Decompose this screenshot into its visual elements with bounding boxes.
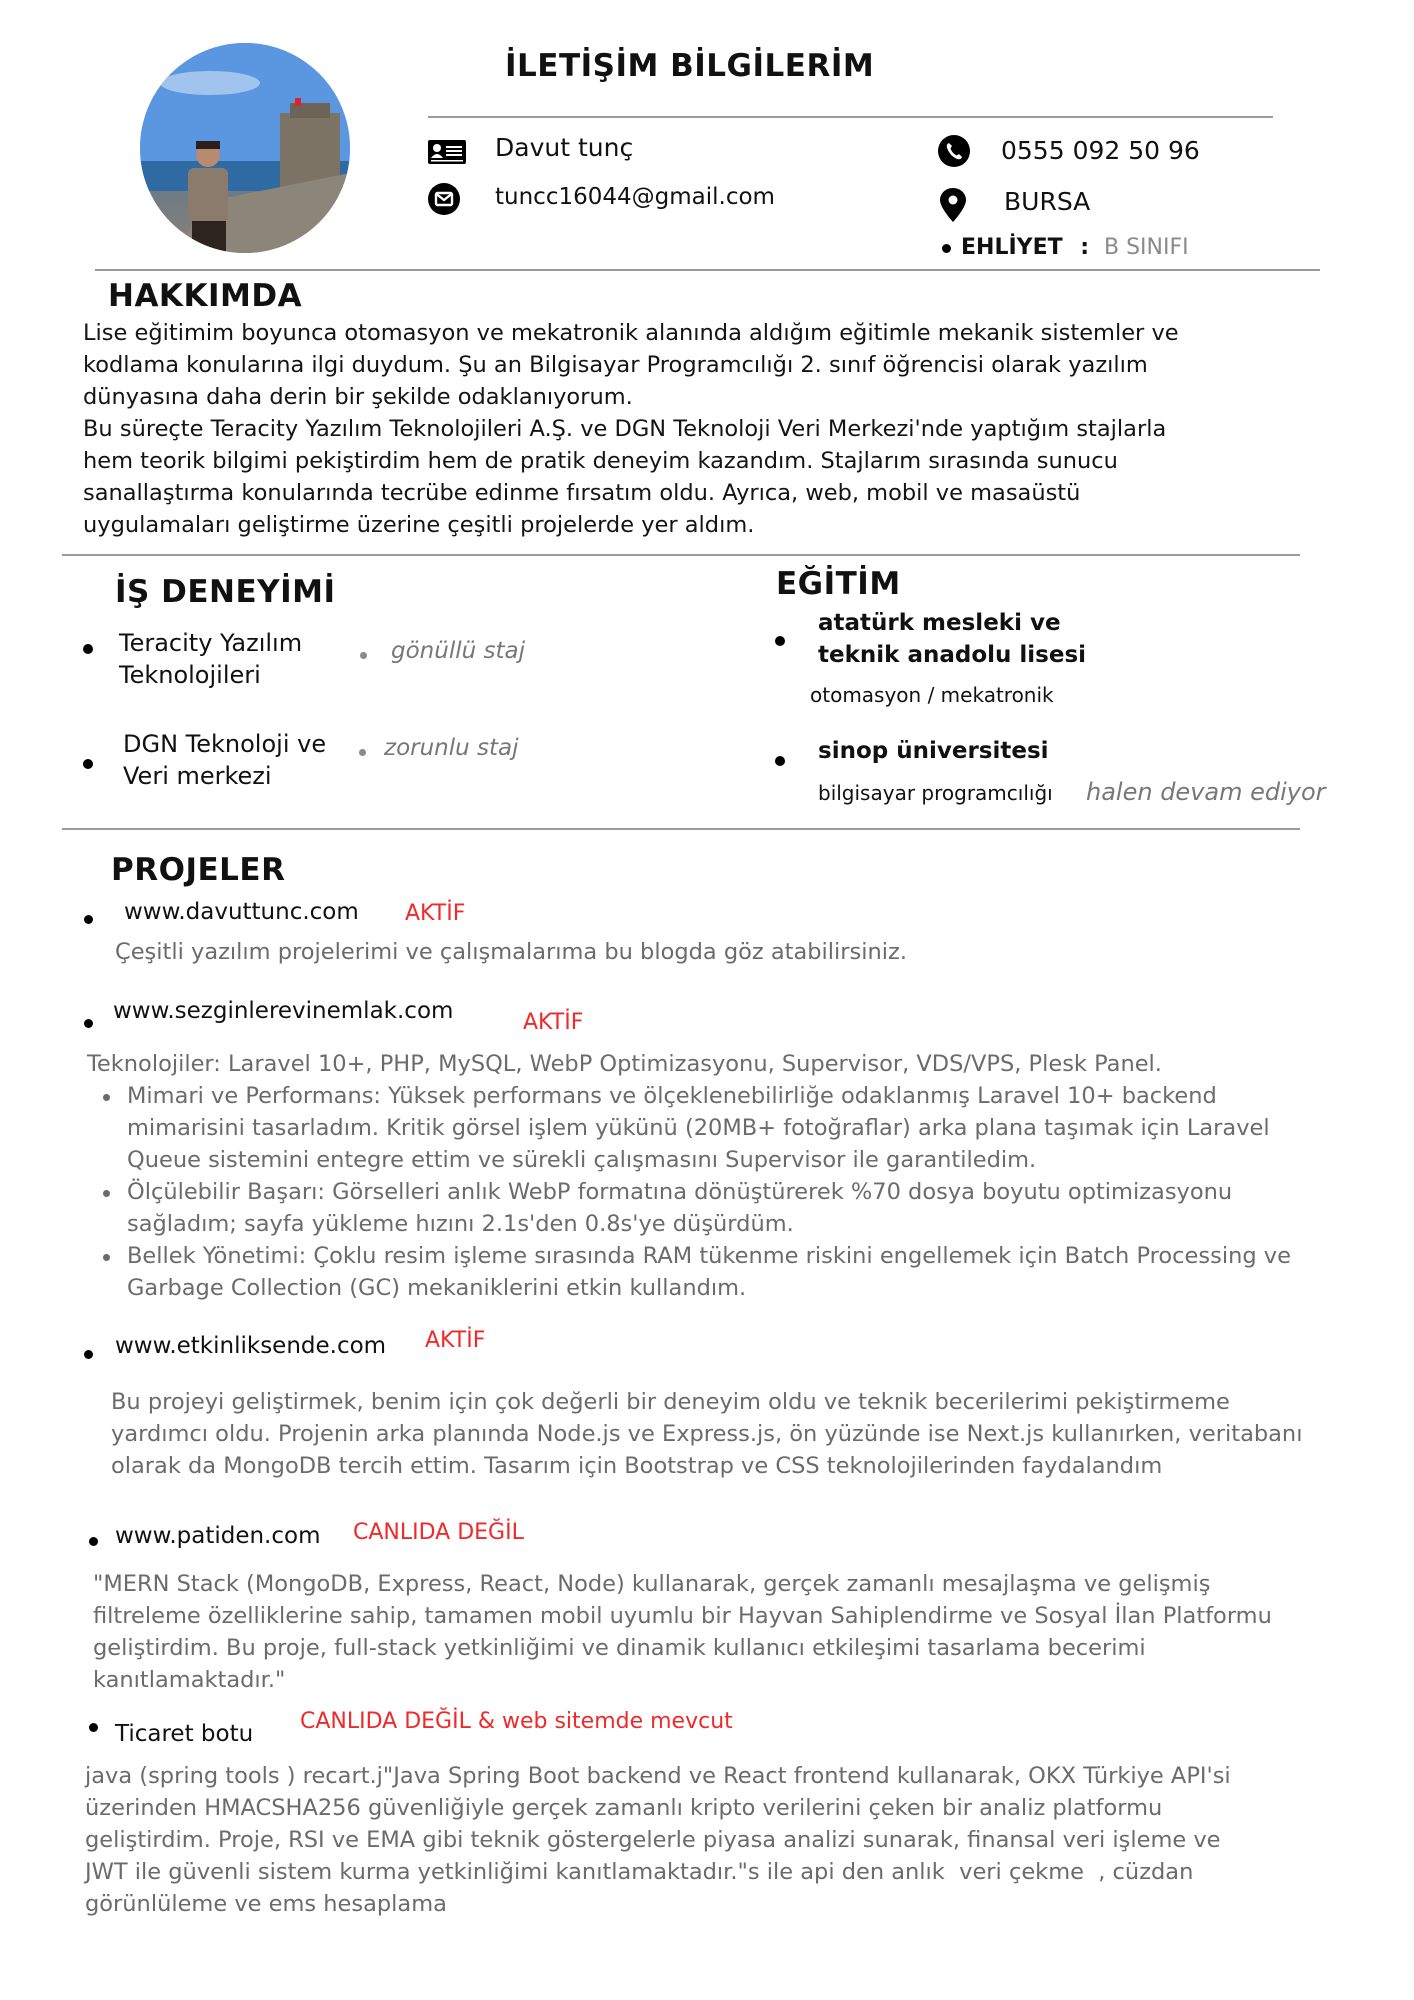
education-title: EĞİTİM bbox=[776, 566, 901, 602]
highlight-line: Garbage Collection (GC) mekaniklerini etkin kullandım. bbox=[127, 1275, 747, 1301]
project-link[interactable]: www.patiden.com bbox=[115, 1523, 321, 1549]
experience-company bbox=[123, 728, 326, 792]
license-label bbox=[961, 235, 1089, 260]
experience-divider bbox=[62, 554, 1300, 556]
about-line: sanallaştırma konularında tecrübe edinme fırsatım oldu. Ayrıca, web, mobil ve masaüstü bbox=[83, 480, 1081, 506]
about-title: HAKKIMDA bbox=[108, 278, 303, 314]
project-link[interactable]: www.etkinliksende.com bbox=[115, 1333, 387, 1359]
experience-type-bullet bbox=[360, 652, 367, 659]
project-status-badge: CANLIDA DEĞİL & web sitemde mevcut bbox=[300, 1709, 733, 1734]
highlight-line: Mimari ve Performans: Yüksek performans ve ölçeklenebilirliğe odaklanmış Laravel 10+ backend bbox=[127, 1083, 1217, 1109]
school-status-note: halen devam ediyor bbox=[1086, 778, 1326, 806]
company-line: Teracity Yazılım bbox=[119, 629, 303, 657]
company-line: Veri merkezi bbox=[123, 762, 272, 790]
license-label-text: EHLİYET bbox=[961, 235, 1063, 260]
highlight-line: Queue sistemini entegre ettim ve sürekli çalışmasını Supervisor ile garantiledim. bbox=[127, 1147, 1037, 1173]
description-line: geliştirdim. Bu proje, full-stack yetkinliğimi ve dinamik kullanıcı etkileşimi tasarlama becerimi bbox=[93, 1635, 1146, 1661]
projects-title: PROJELER bbox=[111, 852, 286, 888]
experience-title: İŞ DENEYİMİ bbox=[115, 574, 336, 610]
school-line: teknik anadolu lisesi bbox=[818, 642, 1087, 668]
company-line: DGN Teknoloji ve bbox=[123, 730, 327, 758]
project-status-badge: CANLIDA DEĞİL bbox=[353, 1520, 524, 1545]
about-line: uygulamaları geliştirme üzerine çeşitli projelerde yer aldım. bbox=[83, 512, 755, 538]
project-description bbox=[85, 1760, 1385, 1920]
description-line: filtreleme özelliklerine sahip, tamamen mobil uyumlu bir Hayvan Sahiplendirme ve Sosyal İlan Platformu bbox=[93, 1603, 1272, 1629]
project-title: Ticaret botu bbox=[115, 1721, 254, 1747]
description-line: üzerinden HMACSHA256 güvenliğiyle gerçek zamanlı kripto verilerini çeken bir analiz platformu bbox=[85, 1795, 1163, 1821]
description-line: kanıtlamaktadır." bbox=[93, 1667, 286, 1693]
project-description bbox=[111, 1386, 1401, 1482]
project-tech-stack: Teknolojiler: Laravel 10+, PHP, MySQL, WebP Optimizasyonu, Supervisor, VDS/VPS, Plesk Panel. bbox=[87, 1051, 1162, 1077]
highlight-line: sağladım; sayfa yükleme hızını 2.1s'den 0.8s'ye düşürdüm. bbox=[127, 1211, 794, 1237]
highlight-line: Ölçülebilir Başarı: Görselleri anlık WebP formatına dönüştürerek %70 dosya boyutu optimizasyonu bbox=[127, 1179, 1233, 1205]
email-link[interactable]: tuncc16044@gmail.com bbox=[495, 184, 775, 210]
experience-type: gönüllü staj bbox=[391, 638, 525, 664]
description-line: geliştirdim. Proje, RSI ve EMA gibi teknik göstergelerle piyasa analizi sunarak, finansal veri işleme ve bbox=[85, 1827, 1221, 1853]
company-line: Teknolojileri bbox=[119, 661, 261, 689]
about-line: Lise eğitimim boyunca otomasyon ve mekatronik alanında aldığım eğitimle mekanik sistemler ve bbox=[83, 320, 1179, 346]
envelope-icon bbox=[428, 183, 460, 215]
project-status-badge: AKTİF bbox=[425, 1328, 486, 1353]
header-divider bbox=[428, 116, 1273, 118]
license-bullet bbox=[942, 244, 951, 253]
about-text bbox=[83, 317, 1303, 541]
school-line: atatürk mesleki ve bbox=[818, 610, 1061, 636]
description-line: görünlüleme ve ems hesaplama bbox=[85, 1891, 447, 1917]
description-line: JWT ile güvenli sistem kurma yetkinliğimi kanıtlamaktadır."s ile api den anlık veri çekme , cüzdan bbox=[85, 1859, 1194, 1885]
description-line: "MERN Stack (MongoDB, Express, React, Node) kullanarak, gerçek zamanlı mesajlaşma ve gelişmiş bbox=[93, 1571, 1211, 1597]
experience-type-bullet bbox=[359, 749, 366, 756]
project-link[interactable]: www.davuttunc.com bbox=[124, 899, 359, 925]
project-bullet bbox=[89, 1537, 98, 1546]
description-line: java (spring tools ) recart.j"Java Spring Boot backend ve React frontend kullanarak, OKX Türkiye API'si bbox=[85, 1763, 1231, 1789]
profile-photo bbox=[140, 43, 350, 253]
education-bullet bbox=[775, 636, 785, 646]
contact-section-title: İLETİŞİM BİLGİLERİM bbox=[505, 48, 875, 84]
project-bullet bbox=[84, 1350, 93, 1359]
project-details bbox=[87, 1048, 1387, 1304]
about-line: hem teorik bilgimi pekiştirdim hem de pratik deneyim kazandım. Stajlarım sırasında sunucu bbox=[83, 448, 1118, 474]
project-highlights bbox=[87, 1080, 1387, 1304]
education-bullet bbox=[775, 756, 785, 766]
phone-number[interactable]: 0555 092 50 96 bbox=[1001, 136, 1200, 165]
highlight-line: mimarisini tasarladım. Kritik görsel işlem yükünü (20MB+ fotoğraflar) arka plana taşımak için Laravel bbox=[127, 1115, 1270, 1141]
projects-divider bbox=[62, 828, 1300, 830]
project-bullet bbox=[89, 1723, 98, 1732]
experience-type: zorunlu staj bbox=[384, 735, 519, 761]
about-divider bbox=[95, 269, 1320, 271]
city: BURSA bbox=[1004, 187, 1091, 216]
project-description bbox=[93, 1568, 1393, 1696]
project-status-badge: AKTİF bbox=[523, 1010, 584, 1035]
project-bullet bbox=[84, 1019, 93, 1028]
project-bullet bbox=[84, 915, 93, 924]
about-line: Bu süreçte Teracity Yazılım Teknolojileri A.Ş. ve DGN Teknoloji Veri Merkezi'nde yaptığım stajlarla bbox=[83, 416, 1167, 442]
map-pin-icon bbox=[940, 188, 966, 222]
experience-bullet bbox=[83, 644, 93, 654]
description-line: yardımcı oldu. Projenin arka planında Node.js ve Express.js, ön yüzünde ise Next.js kullanırken, veritabanı bbox=[111, 1421, 1303, 1447]
school-department: otomasyon / mekatronik bbox=[810, 683, 1054, 707]
about-line: dünyasına daha derin bir şekilde odaklanıyorum. bbox=[83, 384, 633, 410]
phone-icon bbox=[938, 135, 970, 167]
experience-bullet bbox=[83, 759, 93, 769]
school-name: sinop üniversitesi bbox=[818, 738, 1049, 764]
highlight-item bbox=[127, 1240, 1387, 1304]
school-department: bilgisayar programcılığı bbox=[818, 781, 1053, 805]
license-separator: : bbox=[1080, 235, 1090, 260]
id-card-icon bbox=[428, 140, 464, 166]
highlight-line: Bellek Yönetimi: Çoklu resim işleme sırasında RAM tükenme riskini engellemek için Batch Processing ve bbox=[127, 1243, 1291, 1269]
project-description: Çeşitli yazılım projelerimi ve çalışmalarıma bu blogda göz atabilirsiniz. bbox=[115, 939, 907, 965]
experience-company bbox=[119, 627, 302, 691]
description-line: olarak da MongoDB tercih ettim. Tasarım için Bootstrap ve CSS teknolojilerinden faydalandım bbox=[111, 1453, 1163, 1479]
school-name bbox=[818, 607, 1086, 671]
highlight-item bbox=[127, 1176, 1387, 1240]
about-line: kodlama konularına ilgi duydum. Şu an Bilgisayar Programcılığı 2. sınıf öğrencisi olarak yazılım bbox=[83, 352, 1148, 378]
project-status-badge: AKTİF bbox=[405, 901, 466, 926]
highlight-item bbox=[127, 1080, 1387, 1176]
license-value: B SINIFI bbox=[1104, 235, 1189, 260]
project-link[interactable]: www.sezginlerevinemlak.com bbox=[113, 998, 454, 1024]
profile-photo-illustration bbox=[140, 43, 350, 253]
full-name: Davut tunç bbox=[495, 133, 634, 162]
description-line: Bu projeyi geliştirmek, benim için çok değerli bir deneyim oldu ve teknik becerilerimi pekiştirmeme bbox=[111, 1389, 1230, 1415]
